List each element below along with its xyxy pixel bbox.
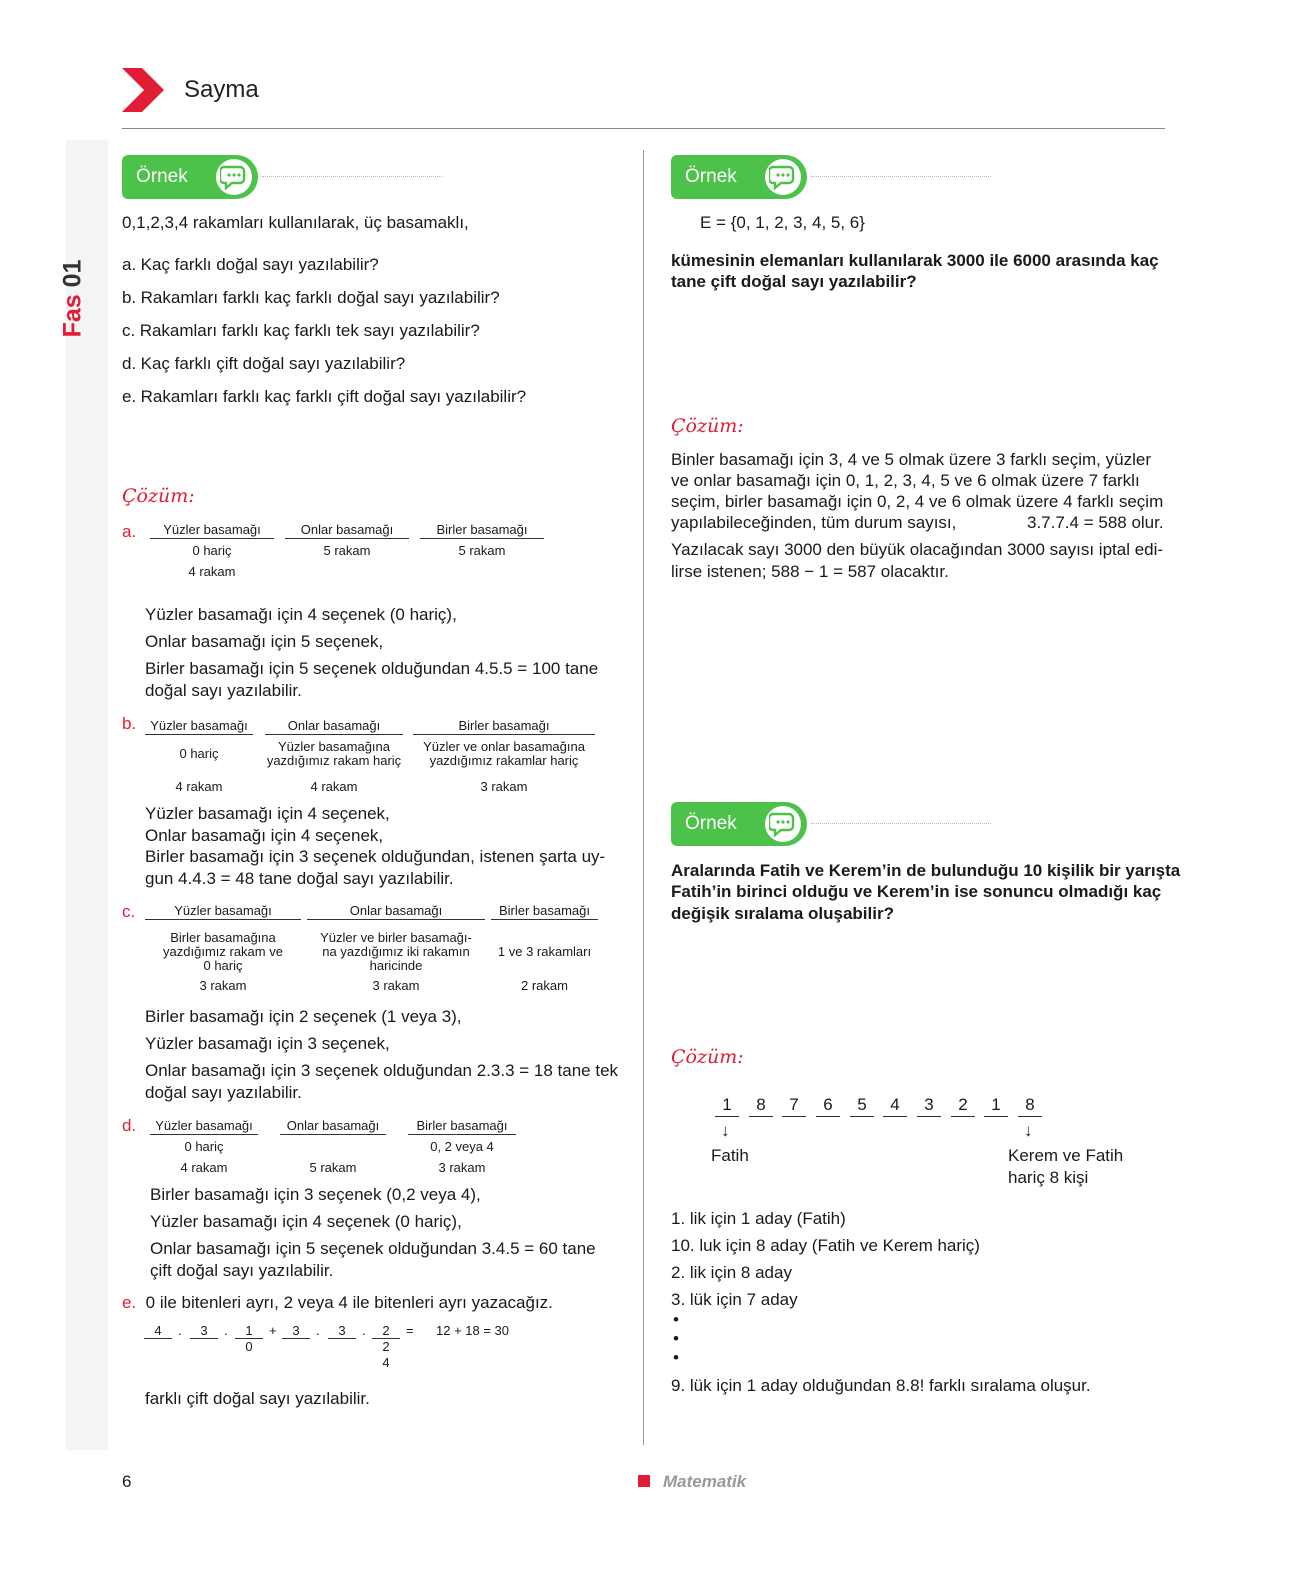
candidate-final: 9. lük için 1 aday olduğundan 8.8! farklı sıralama oluşur.	[671, 1376, 1091, 1395]
ex2-question-1: Aralarında Fatih ve Kerem’in de bulunduğu 10 kişilik bir yarışta	[671, 861, 1181, 880]
example-label: Örnek	[685, 813, 737, 834]
c-hundreds-note-3: 0 hariç	[203, 958, 243, 973]
ex1-solution-1: Binler basamağı için 3, 4 ve 5 olmak üzere 3 farklı seçim, yüzler	[671, 450, 1151, 469]
part-b-letter: b.	[122, 714, 137, 733]
d-explanation-4: çift doğal sayı yazılabilir.	[150, 1261, 334, 1280]
c-tens-note-3: haricinde	[369, 958, 423, 973]
b-explanation-2: Onlar basamağı için 4 seçenek,	[145, 826, 384, 845]
example-intro: 0,1,2,3,4 rakamları kullanılarak, üç basamaklı,	[122, 213, 469, 232]
kerem-label-2: hariç 8 kişi	[1008, 1168, 1089, 1187]
c-explanation-4: doğal sayı yazılabilir.	[145, 1083, 302, 1102]
c-ones-note: 1 ve 3 rakamları	[497, 944, 592, 959]
part-c-letter: c.	[122, 902, 136, 921]
b-ones-count: 3 rakam	[480, 779, 528, 794]
c-header-tens: Onlar basamağı	[307, 903, 485, 920]
page-number: 6	[122, 1472, 132, 1491]
b-ones-note-1: Yüzler ve onlar basamağına	[423, 739, 585, 754]
question-e: e. Rakamları farklı kaç farklı çift doğal sayı yazılabilir?	[122, 387, 527, 406]
d-hundreds-note: 0 hariç	[184, 1139, 224, 1154]
speech-bubble-icon	[765, 806, 801, 842]
c-tens-count: 3 rakam	[372, 978, 420, 993]
c-tens-note-2: na yazdığımız iki rakamın	[322, 944, 470, 959]
b-ones-note-2: yazdığımız rakamlar hariç	[429, 753, 579, 768]
b-explanation-4: gun 4.4.3 = 48 tane doğal sayı yazılabilir.	[145, 869, 454, 888]
candidate-line-1: 1. lik için 1 aday (Fatih)	[671, 1209, 846, 1228]
a-header-ones: Birler basamağı	[420, 522, 544, 539]
slot: 1	[715, 1094, 739, 1117]
ranking-slots	[715, 1094, 1055, 1116]
question-list	[122, 254, 622, 419]
d-explanation-2: Yüzler basamağı için 4 seçenek (0 hariç),	[150, 1212, 462, 1231]
question-d: d. Kaç farklı çift doğal sayı yazılabilir?	[122, 354, 406, 373]
question-a: a. Kaç farklı doğal sayı yazılabilir?	[122, 255, 379, 274]
kerem-label-1: Kerem ve Fatih	[1008, 1146, 1124, 1165]
question-c: c. Rakamları farklı kaç farklı tek sayı yazılabilir?	[122, 321, 480, 340]
slot: 1	[984, 1094, 1008, 1117]
a-hundreds-note: 0 hariç	[192, 543, 232, 558]
footer-subject: Matematik	[663, 1472, 747, 1491]
part-a-letter: a.	[122, 522, 137, 541]
set-definition: E = {0, 1, 2, 3, 4, 5, 6}	[700, 213, 865, 232]
ex1-solution-2: ve onlar basamağı için 0, 1, 2, 3, 4, 5 ve 6 olmak üzere 7 farklı	[671, 471, 1140, 490]
down-arrow-icon: ↓	[1024, 1121, 1033, 1140]
fasikul-number: 01	[58, 259, 87, 288]
ellipsis-bullet: •	[673, 1348, 679, 1367]
c-header-ones: Birler basamağı	[491, 903, 598, 920]
solution-label-right-2: Çözüm:	[671, 1046, 744, 1068]
ex1-question-1: kümesinin elemanları kullanılarak 3000 ile 6000 arasında kaç	[671, 251, 1159, 270]
ex2-question-3: değişik sıralama oluşabilir?	[671, 904, 894, 923]
e-conclusion: farklı çift doğal sayı yazılabilir.	[145, 1389, 370, 1408]
down-arrow-icon: ↓	[721, 1121, 730, 1140]
c-hundreds-count: 3 rakam	[199, 978, 247, 993]
slot: 4	[883, 1094, 907, 1117]
a-header-hundreds: Yüzler basamağı	[150, 522, 274, 539]
d-tens-count: 5 rakam	[309, 1160, 357, 1175]
solution-label: Çözüm:	[122, 485, 195, 507]
header-rule	[122, 128, 1165, 129]
c-header-hundreds: Yüzler basamağı	[145, 903, 301, 920]
b-header-ones: Birler basamağı	[413, 718, 595, 735]
candidate-line-3: 2. lik için 8 aday	[671, 1263, 792, 1282]
chevron-logo-icon	[122, 68, 164, 117]
d-explanation-1: Birler basamağı için 3 seçenek (0,2 veya 4),	[150, 1185, 481, 1204]
d-ones-note: 0, 2 veya 4	[430, 1139, 494, 1154]
slot: 3	[917, 1094, 941, 1117]
example-label: Örnek	[685, 166, 737, 187]
a-explanation-1: Yüzler basamağı için 4 seçenek (0 hariç),	[145, 605, 457, 624]
d-header-tens: Onlar basamağı	[280, 1118, 386, 1135]
ex1-solution-6: lirse istenen; 588 − 1 = 587 olacaktır.	[671, 562, 949, 581]
a-hundreds-count: 4 rakam	[188, 564, 236, 579]
d-hundreds-count: 4 rakam	[180, 1160, 228, 1175]
footer-square-icon	[638, 1475, 650, 1487]
part-d-letter: d.	[122, 1116, 137, 1135]
slot: 8	[1018, 1094, 1042, 1117]
slot: 5	[850, 1094, 874, 1117]
c-explanation-2: Yüzler basamağı için 3 seçenek,	[145, 1034, 390, 1053]
b-tens-count: 4 rakam	[310, 779, 358, 794]
speech-bubble-icon	[765, 159, 801, 195]
b-header-hundreds: Yüzler basamağı	[145, 718, 253, 735]
candidate-line-4: 3. lük için 7 aday	[671, 1290, 798, 1309]
a-explanation-3: Birler basamağı için 5 seçenek olduğundan 4.5.5 = 100 tane	[145, 659, 599, 678]
ex1-question-2: tane çift doğal sayı yazılabilir?	[671, 272, 917, 291]
example-label: Örnek	[136, 166, 188, 187]
slot: 8	[749, 1094, 773, 1117]
b-tens-note-1: Yüzler basamağına	[277, 739, 390, 754]
ex1-solution-5: Yazılacak sayı 3000 den büyük olacağından 3000 sayısı iptal edi-	[671, 540, 1164, 559]
c-hundreds-note-1: Birler basamağına	[170, 930, 276, 945]
speech-bubble-icon	[216, 159, 252, 195]
e-formula: 4 . 3 . 1 0 + 3 . 3 . 2 2 4 = 12 + 18 = 30	[140, 1323, 540, 1373]
ex1-solution-3: seçim, birler basamağı için 0, 2, 4 ve 6 olmak üzere 4 farklı seçim	[671, 492, 1164, 511]
fatih-label: Fatih	[711, 1146, 749, 1165]
slot: 2	[951, 1094, 975, 1117]
slot: 6	[816, 1094, 840, 1117]
ellipsis-bullet: •	[673, 1329, 679, 1348]
b-explanation-1: Yüzler basamağı için 4 seçenek,	[145, 804, 390, 823]
a-ones-count: 5 rakam	[458, 543, 506, 558]
slot: 7	[782, 1094, 806, 1117]
sidebar-label	[58, 250, 108, 360]
d-header-hundreds: Yüzler basamağı	[150, 1118, 258, 1135]
column-divider	[643, 150, 644, 1445]
b-hundreds-note: 0 hariç	[179, 746, 219, 761]
d-explanation-3: Onlar basamağı için 5 seçenek olduğundan 3.4.5 = 60 tane	[150, 1239, 596, 1258]
solution-label-right-1: Çözüm:	[671, 415, 744, 437]
c-ones-count: 2 rakam	[521, 978, 568, 993]
a-tens-count: 5 rakam	[323, 543, 371, 558]
c-hundreds-note-2: yazdığımız rakam ve	[163, 944, 283, 959]
d-ones-count: 3 rakam	[438, 1160, 486, 1175]
c-tens-note-1: Yüzler ve birler basamağı-	[320, 930, 472, 945]
a-header-tens: Onlar basamağı	[285, 522, 409, 539]
ex2-question-2: Fatih’in birinci olduğu ve Kerem’in ise sonuncu olmadığı kaç	[671, 882, 1162, 901]
b-header-tens: Onlar basamağı	[265, 718, 403, 735]
question-b: b. Rakamları farklı kaç farklı doğal sayı yazılabilir?	[122, 288, 500, 307]
b-explanation-3: Birler basamağı için 3 seçenek olduğundan, istenen şarta uy-	[145, 847, 606, 866]
d-header-ones: Birler basamağı	[408, 1118, 516, 1135]
c-explanation-1: Birler basamağı için 2 seçenek (1 veya 3),	[145, 1007, 462, 1026]
b-tens-note-2: yazdığımız rakam hariç	[266, 753, 402, 768]
a-explanation-4: doğal sayı yazılabilir.	[145, 681, 302, 700]
candidate-line-2: 10. luk için 8 aday (Fatih ve Kerem hariç)	[671, 1236, 980, 1255]
b-hundreds-count: 4 rakam	[175, 779, 223, 794]
page-title: Sayma	[184, 76, 259, 103]
ellipsis-bullet: •	[673, 1310, 679, 1329]
part-e-line: e. 0 ile bitenleri ayrı, 2 veya 4 ile bitenleri ayrı yazacağız.	[122, 1293, 553, 1312]
c-explanation-3: Onlar basamağı için 3 seçenek olduğundan 2.3.3 = 18 tane tek	[145, 1061, 619, 1080]
ex1-solution-4b: 3.7.7.4 = 588 olur.	[1027, 513, 1164, 532]
fasikul-label: Fas	[58, 294, 87, 338]
a-explanation-2: Onlar basamağı için 5 seçenek,	[145, 632, 384, 651]
ex1-solution-4: yapılabileceğinden, tüm durum sayısı,	[671, 513, 957, 532]
